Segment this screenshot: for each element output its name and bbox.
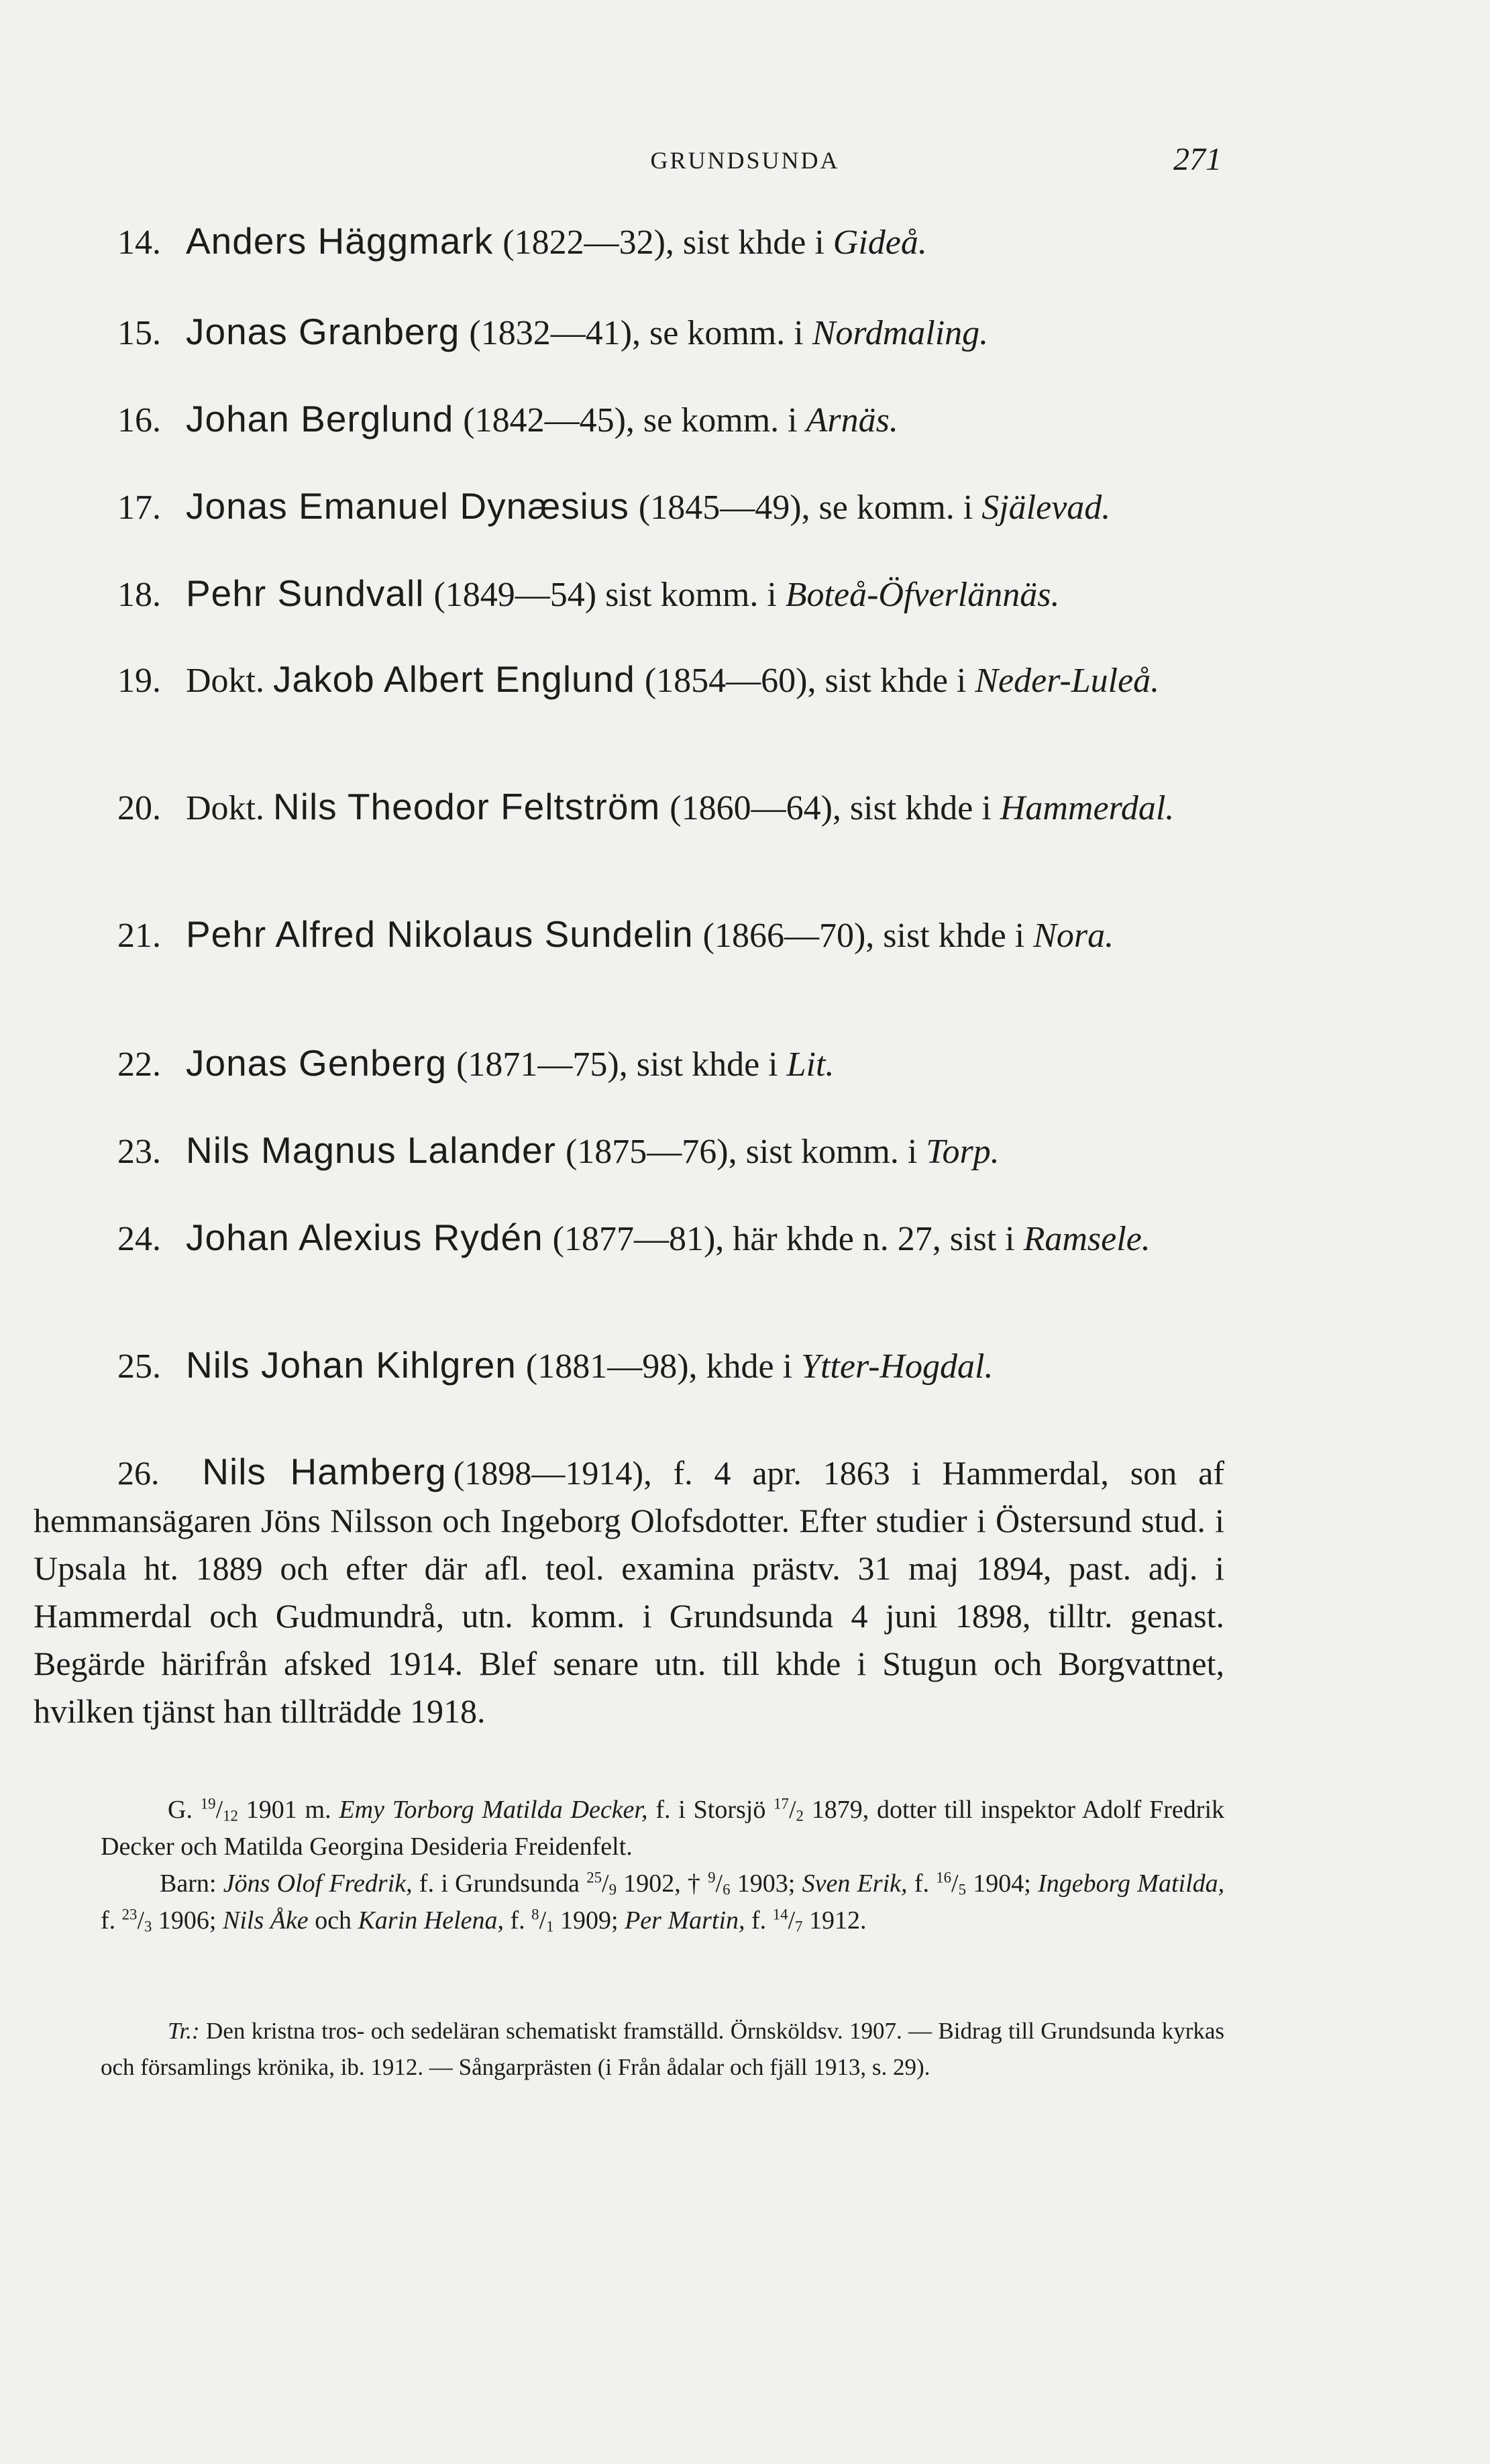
page-number: 271 <box>1173 142 1222 177</box>
entry-name: Johan Berglund <box>186 398 454 440</box>
child-name: Karin Helena, <box>358 1906 504 1935</box>
entry-place: Lit. <box>786 1045 835 1084</box>
entry-name: Pehr Sundvall <box>186 572 425 614</box>
child-name: Ingeborg Matilda, <box>1038 1869 1225 1898</box>
date-den: 3 <box>144 1918 152 1935</box>
date-den: 12 <box>223 1807 238 1825</box>
entry-number: 19. <box>117 662 161 700</box>
entry-name: Jonas Granberg <box>186 311 460 352</box>
family-note: G. $^{19}/_{12}$ 1901 m. Emy Torborg Matilda Decker, f. i Storsjö $^{17}/_2$ 1879, dotter till inspektor Adolf Fredrik Decker och Matilda Georgina Desideria Freidenfelt. <box>101 1795 1225 1861</box>
date-den: 7 <box>795 1918 803 1935</box>
entry-number: 25. <box>117 1347 161 1386</box>
entry-name: Jonas Emanuel Dynæsius <box>186 485 629 527</box>
entry-text: (1842—45), se komm. i <box>463 401 806 440</box>
entry-25 <box>117 1342 1224 1390</box>
entry-text: (1849—54) sist komm. i <box>433 576 786 614</box>
child-name: Nils Åke <box>222 1906 309 1935</box>
entry-text: (1860—64), sist khde i <box>670 789 1000 827</box>
marriage-year: 1901 m. <box>246 1796 331 1824</box>
entry-24 <box>117 1215 1224 1262</box>
entry-number: 21. <box>117 917 161 955</box>
child-year: 1904; <box>973 1869 1031 1898</box>
child-year: 1909; <box>560 1906 619 1935</box>
entry-text: (1845—49), se komm. i <box>638 489 982 527</box>
entry-place: Själevad. <box>981 489 1111 527</box>
entry-19 <box>117 656 1224 704</box>
entry-place: Arnäs. <box>806 401 898 440</box>
entry-number: 14. <box>117 223 161 262</box>
entry-number: 24. <box>117 1220 161 1258</box>
date-num: 9 <box>708 1869 716 1886</box>
works-text: Den kristna tros- och sedeläran schematiskt framställd. Örnsköldsv. 1907. — Bidrag till Grundsunda kyrkas och församlings krönika, ib. 1912. — Sångarprästen (i Från ådalar och fjäll 1913, s. 29). <box>101 2018 1225 2080</box>
entry-14 <box>117 218 1224 266</box>
wife-details: 1879, dotter till inspektor Adolf Fredrik Decker och Matilda Georgina Desideria Freidenfelt. <box>101 1796 1225 1861</box>
entry-number: 18. <box>117 576 161 614</box>
date-den: 2 <box>796 1807 804 1825</box>
child-name: Per Martin, <box>625 1906 745 1935</box>
entry-name: Anders Häggmark <box>186 220 494 262</box>
entry-15 <box>117 309 1224 356</box>
entry-place: Boteå-Öfverlännäs. <box>785 576 1060 614</box>
entry-number: 15. <box>117 314 161 352</box>
date-num: 25 <box>586 1869 602 1886</box>
entry-place: Nordmaling. <box>812 314 989 352</box>
entry-name: Jakob Albert Englund <box>273 658 635 700</box>
date-num: 16 <box>936 1869 952 1886</box>
date-den: 6 <box>723 1881 731 1898</box>
entry-place: Nora. <box>1033 917 1114 955</box>
entry-21 <box>117 911 1224 959</box>
entry-name: Nils Magnus Lalander <box>186 1129 556 1171</box>
entry-place: Hammerdal. <box>1000 789 1175 827</box>
wife-name: Emy Torborg Matilda Decker, <box>339 1796 648 1824</box>
children-label: Barn: <box>160 1869 217 1898</box>
marriage-label: G. <box>168 1796 193 1824</box>
children-note: Barn: Jöns Olof Fredrik, f. i Grundsunda $^{25}/_9$ 1902, † $^9/_6$ 1903; Sven Erik, f. $^{16}/_5$ 1904; Ingeborg Matilda, f. $^{23}/_3$ 1906; Nils Åke och Karin Helena, f. $^8/_1$ 1909; Per Martin, f. $^{14}/_7$ 1912. <box>101 1869 1225 1935</box>
entry-number: 26. <box>117 1454 160 1492</box>
entry-26-biography <box>34 1448 1224 1735</box>
child-birth: f. <box>914 1869 929 1898</box>
entry-text: (1881—98), khde i <box>525 1347 802 1386</box>
entry-20 <box>117 784 1224 831</box>
date-num: 23 <box>121 1906 138 1923</box>
entry-name: Jonas Genberg <box>186 1042 447 1084</box>
child-death-year: 1903; <box>737 1869 796 1898</box>
child-birth: f. <box>751 1906 767 1935</box>
child-birth: f. i Grundsunda <box>419 1869 580 1898</box>
date-den: 5 <box>958 1881 967 1898</box>
entry-text: (1832—41), se komm. i <box>469 314 812 352</box>
entry-name: Nils Theodor Feltström <box>273 786 661 827</box>
entry-place: Gideå. <box>833 223 927 262</box>
child-name: Sven Erik, <box>802 1869 908 1898</box>
entry-number: 22. <box>117 1045 161 1084</box>
entry-place: Ramsele. <box>1023 1220 1151 1258</box>
entry-text: (1877—81), här khde n. 27, sist i <box>552 1220 1024 1258</box>
child-year: 1912. <box>808 1906 867 1935</box>
wife-birth: f. i Storsjö <box>655 1796 766 1824</box>
entry-text: (1822—32), sist khde i <box>502 223 833 262</box>
child-birth: f. <box>101 1906 116 1935</box>
entry-place: Ytter-Hogdal. <box>801 1347 994 1386</box>
entry-17 <box>117 483 1224 531</box>
child-year: 1902, † <box>623 1869 701 1898</box>
entry-22 <box>117 1040 1224 1088</box>
entry-23 <box>117 1127 1224 1175</box>
child-name: Jöns Olof Fredrik, <box>223 1869 413 1898</box>
entry-name: Nils Johan Kihlgren <box>186 1344 517 1386</box>
entry-prefix: Dokt. <box>186 662 264 700</box>
entry-prefix: Dokt. <box>186 789 264 827</box>
date-den: 9 <box>608 1881 617 1898</box>
entry-name: Pehr Alfred Nikolaus Sundelin <box>186 913 694 955</box>
works-note <box>101 2013 1224 2086</box>
entry-number: 23. <box>117 1133 161 1171</box>
entry-number: 16. <box>117 401 161 440</box>
child-birth: f. <box>510 1906 525 1935</box>
entry-text: (1871—75), sist khde i <box>456 1045 787 1084</box>
child-year: 1906; <box>158 1906 217 1935</box>
biography-text: (1898—1914), f. 4 apr. 1863 i Hammerdal, son af hemmansägaren Jöns Nilsson och Ingeborg Olofsdotter. Efter studier i Östersund stud. i Upsala ht. 1889 och efter där afl. teol. examina prästv. 31 maj 1894, past. adj. i Hammerdal och Gudmundrå, utn. komm. i Grundsunda 4 juni 1898, tilltr. genast. Begärde härifrån afsked 1914. Blef senare utn. till khde i Stugun och Borgvattnet, hvilken tjänst han tillträdde 1918. <box>34 1454 1224 1730</box>
entry-number: 20. <box>117 789 161 827</box>
date-den: 1 <box>546 1918 554 1935</box>
entry-place: Neder-Luleå. <box>975 662 1160 700</box>
entry-place: Torp. <box>926 1133 1000 1171</box>
entry-text: (1866—70), sist khde i <box>702 917 1034 955</box>
entry-number: 17. <box>117 489 161 527</box>
entry-text: (1875—76), sist komm. i <box>565 1133 926 1171</box>
conjunction: och <box>315 1906 352 1935</box>
running-head: GRUNDSUNDA <box>650 147 840 174</box>
date-num: 19 <box>200 1795 216 1812</box>
entry-18 <box>117 570 1224 618</box>
date-num: 14 <box>772 1906 788 1923</box>
entry-16 <box>117 396 1224 444</box>
date-num: 8 <box>531 1906 539 1923</box>
works-label: Tr.: <box>168 2018 200 2044</box>
date-num: 17 <box>774 1795 789 1812</box>
entry-name: Nils Hamberg <box>202 1451 447 1492</box>
entry-name: Johan Alexius Rydén <box>186 1217 543 1258</box>
entry-text: (1854—60), sist khde i <box>644 662 975 700</box>
